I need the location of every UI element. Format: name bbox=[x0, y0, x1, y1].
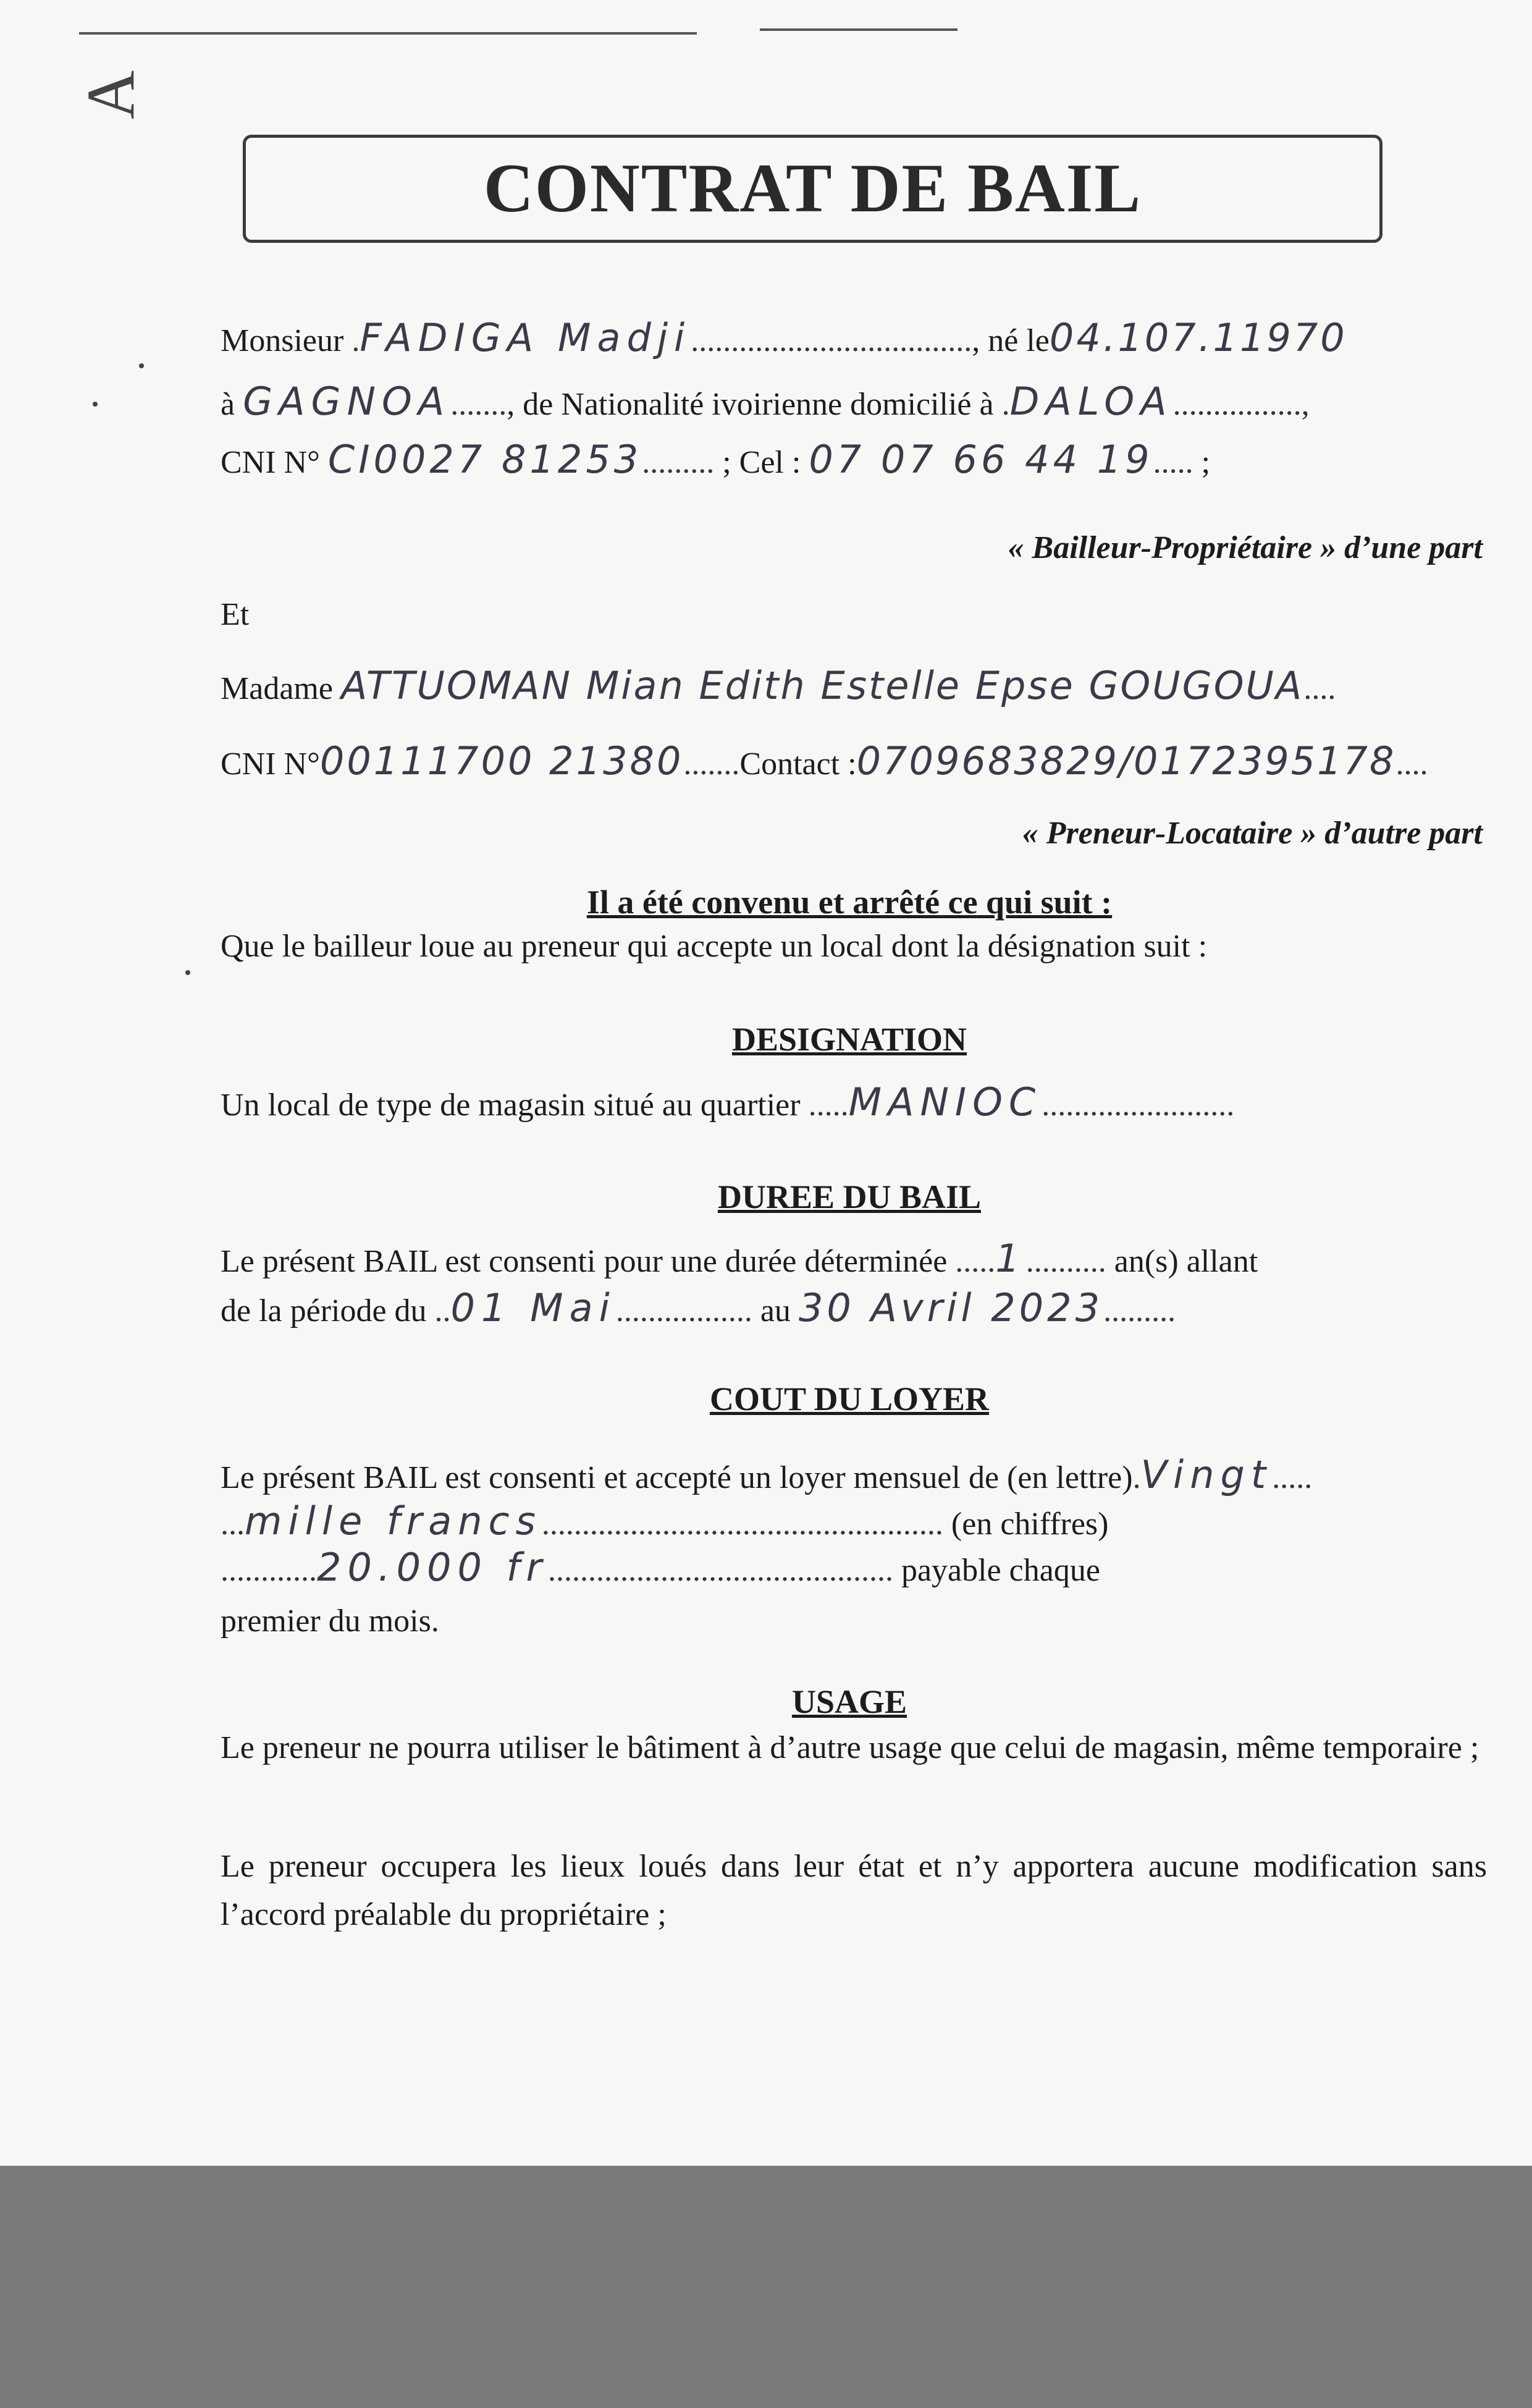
duree-text-2: an(s) allant bbox=[1114, 1244, 1258, 1279]
scanner-background bbox=[0, 2166, 1532, 2408]
lessor-line-2: à GAGNOA......., de Nationalité ivoirienne domicilié à .DALOA................, bbox=[221, 379, 1310, 424]
lessor-cel: 07 07 66 44 19 bbox=[809, 437, 1153, 482]
label-nationality: , de Nationalité ivoirienne domicilié à bbox=[507, 387, 994, 422]
duree-start: 01 Mai bbox=[450, 1285, 616, 1330]
duree-text-1: Le présent BAIL est consenti pour une durée déterminée bbox=[221, 1244, 948, 1279]
designation-heading: DESIGNATION bbox=[731, 1021, 967, 1058]
cout-line-2: ...mille francs.................................................. (en chiffres) bbox=[221, 1498, 1109, 1544]
designation-line: Un local de type de magasin situé au quartier .....MANIOC........................ bbox=[221, 1079, 1235, 1125]
semicolon: ; bbox=[1201, 445, 1211, 480]
lessor-name: FADIGA Madji bbox=[360, 315, 691, 360]
duree-years: 1 bbox=[995, 1236, 1026, 1281]
cout-letters-2: mille francs bbox=[245, 1498, 542, 1544]
cout-heading: COUT DU LOYER bbox=[709, 1380, 990, 1417]
label-contact: Contact : bbox=[739, 746, 857, 782]
lessor-birth-date: 04.107.11970 bbox=[1049, 315, 1347, 360]
agreement-text: Que le bailleur loue au preneur qui accepte un local dont la désignation suit : bbox=[221, 929, 1208, 964]
tenant-name: ATTUOMAN Mian Edith Estelle Epse GOUGOUA bbox=[340, 663, 1304, 708]
lessor-line-3: CNI N° CI0027 81253......... ; Cel : 07 07 66 44 19..... ; bbox=[221, 437, 1211, 482]
tenant-line-1: Madame ATTUOMAN Mian Edith Estelle Epse GOUGOUA.... bbox=[221, 663, 1336, 708]
duree-line-1: Le présent BAIL est consenti pour une durée déterminée .....1.......... an(s) allant bbox=[221, 1236, 1258, 1281]
lessor-birthplace: GAGNOA bbox=[243, 379, 451, 424]
tenant-contact: 0709683829/0172395178 bbox=[856, 738, 1396, 784]
cout-line-3: ............20.000 fr........................................... payable chaque bbox=[221, 1545, 1100, 1590]
tenant-line-2: CNI N°00111700 21380.......Contact :0709683829/0172395178.... bbox=[221, 738, 1428, 784]
et-label: Et bbox=[221, 597, 250, 632]
label-madame: Madame bbox=[221, 671, 333, 706]
label-monsieur: Monsieur bbox=[221, 323, 344, 358]
duree-end: 30 Avril 2023 bbox=[798, 1285, 1104, 1330]
cout-text-3: premier du mois. bbox=[221, 1603, 439, 1639]
corner-mark: A bbox=[73, 70, 149, 120]
top-rule-left bbox=[79, 32, 697, 35]
usage-heading: USAGE bbox=[791, 1683, 907, 1720]
usage-paragraph-1: Le preneur ne pourra utiliser le bâtiment à d’autre usage que celui de magasin, même temporaire ; bbox=[221, 1730, 1479, 1765]
title-box bbox=[243, 135, 1383, 243]
cout-line-1: Le présent BAIL est consenti et accepté un loyer mensuel de (en lettre).Vingt..... bbox=[221, 1452, 1313, 1497]
duree-line-2: de la période du ..01 Mai................. au 30 Avril 2023......... bbox=[221, 1285, 1176, 1330]
lessor-role: « Bailleur-Propriétaire » d’une part bbox=[1008, 530, 1483, 565]
label-born: , né le bbox=[972, 323, 1050, 358]
label-cel: ; Cel : bbox=[722, 445, 801, 480]
label-tenant-cni: CNI N° bbox=[221, 746, 320, 782]
top-rule-right bbox=[760, 28, 958, 31]
cout-text-2: payable chaque bbox=[901, 1553, 1100, 1588]
tenant-cni: 00111700 21380 bbox=[319, 738, 684, 784]
duree-text-4: au bbox=[760, 1293, 791, 1329]
designation-text: Un local de type de magasin situé au quartier bbox=[221, 1088, 801, 1123]
cout-label-chiffres: (en chiffres) bbox=[951, 1506, 1109, 1542]
duree-text-3: de la période du bbox=[221, 1293, 427, 1329]
agreement-heading: Il a été convenu et arrêté ce qui suit : bbox=[586, 884, 1113, 921]
lessor-line-1: Monsieur .FADIGA Madji..................................., né le04.107.11970 bbox=[221, 315, 1347, 360]
designation-quartier: MANIOC bbox=[848, 1079, 1042, 1125]
scan-speck bbox=[93, 402, 98, 407]
lessor-domicile: DALOA bbox=[1009, 379, 1173, 424]
scan-speck bbox=[185, 970, 190, 975]
cout-text-1: Le présent BAIL est consenti et accepté un loyer mensuel de (en lettre) bbox=[221, 1460, 1133, 1495]
usage-paragraph-2: Le preneur occupera les lieux loués dans leur état et n’y apportera aucune modification sans l’accord préalable du propriétaire ; bbox=[221, 1849, 1487, 1932]
label-cni: CNI N° bbox=[221, 445, 320, 480]
document-title: CONTRAT DE BAIL bbox=[483, 150, 1142, 227]
label-a: à bbox=[221, 387, 235, 422]
scan-speck bbox=[139, 363, 144, 368]
tenant-role: « Preneur-Locataire » d’autre part bbox=[1022, 816, 1483, 851]
duree-heading: DUREE DU BAIL bbox=[717, 1178, 982, 1215]
cout-letters-1: Vingt bbox=[1140, 1452, 1273, 1497]
lessor-cni: CI0027 81253 bbox=[327, 437, 642, 482]
cout-amount: 20.000 fr bbox=[317, 1545, 548, 1590]
